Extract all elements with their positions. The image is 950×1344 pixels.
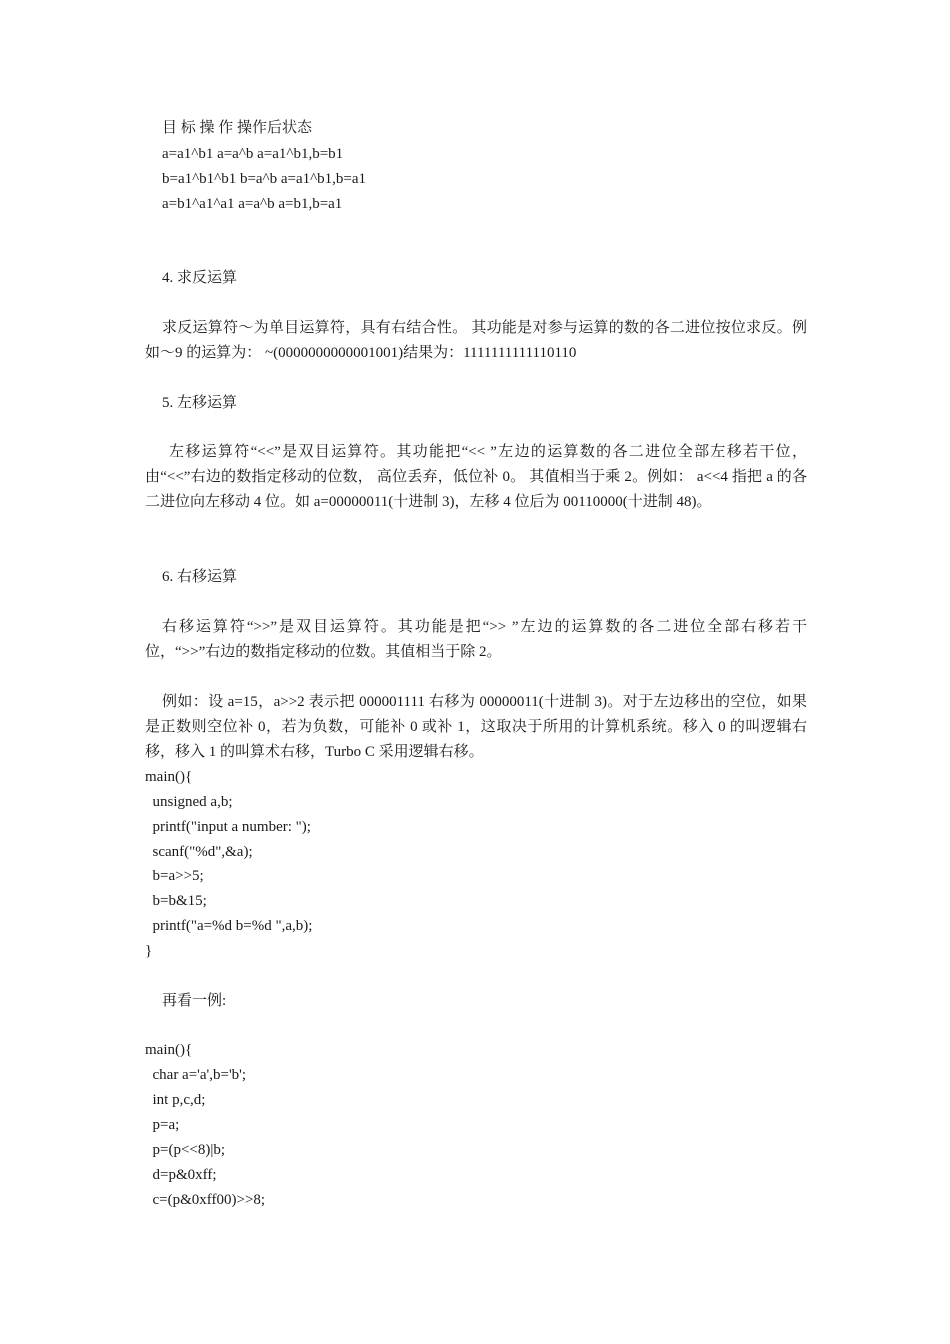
section-4-heading: 4. 求反运算 xyxy=(162,270,238,286)
section-6-heading: 6. 右移运算 xyxy=(162,569,238,585)
code-line: c=(p&0xff00)>>8; xyxy=(145,1192,266,1208)
table-row: b=a1^b1^b1 b=a^b a=a1^b1,b=a1 xyxy=(162,171,367,187)
code-line: printf("a=%d b=%d ",a,b); xyxy=(145,918,313,934)
table-row: a=a1^b1 a=a^b a=a1^b1,b=b1 xyxy=(162,146,344,162)
section-4-paragraph: 求反运算符～为单目运算符，具有右结合性。 其功能是对参与运算的数的各二进位按位求反。例如～9 的运算为： ~(0000000000001001)结果为：1111111111110110 xyxy=(145,320,807,361)
code-line: printf("input a number: "); xyxy=(145,819,311,835)
code-line: main(){ xyxy=(145,769,193,785)
code-line: d=p&0xff; xyxy=(145,1167,217,1183)
right-shift-example-paragraph: 例如：设 a=15，a>>2 表示把 000001111 右移为 00000011(十进制 3)。对于左边移出的空位，如果是正数则空位补 0，若为负数，可能补 0 或补 1，这取决于所用的计算机系统。移入 0 的叫逻辑右移，移入 1 的叫算术右移，Turbo C 采用逻辑右移。 xyxy=(145,694,807,760)
code-line: int p,c,d; xyxy=(145,1092,206,1108)
code-line: p=a; xyxy=(145,1117,180,1133)
code-line: } xyxy=(145,943,153,959)
code-line: unsigned a,b; xyxy=(145,794,233,810)
section-5-heading: 5. 左移运算 xyxy=(162,395,238,411)
section-5-paragraph: 左移运算符“<<”是双目运算符。其功能把“<< ”左边的运算数的各二进位全部左移若干位，由“<<”右边的数指定移动的位数， 高位丢弃，低位补 0。 其值相当于乘 2。例如： a<<4 指把 a 的各二进位向左移动 4 位。如 a=00000011(十进制 3)，左移 4 位后为 00110000(十进制 48)。 xyxy=(145,444,807,510)
code-line: p=(p<<8)|b; xyxy=(145,1142,226,1158)
code-line: char a='a',b='b'; xyxy=(145,1067,247,1083)
table-header: 目 标 操 作 操作后状态 xyxy=(162,120,313,136)
code-line: b=a>>5; xyxy=(145,868,204,884)
another-example-label: 再看一例: xyxy=(162,993,227,1009)
table-row: a=b1^a1^a1 a=a^b a=b1,b=a1 xyxy=(162,196,343,212)
section-6-paragraph: 右移运算符“>>”是双目运算符。其功能是把“>> ”左边的运算数的各二进位全部右移若干位，“>>”右边的数指定移动的位数。其值相当于除 2。 xyxy=(145,619,807,660)
code-line: main(){ xyxy=(145,1042,193,1058)
code-line: b=b&15; xyxy=(145,893,207,909)
code-line: scanf("%d",&a); xyxy=(145,844,253,860)
